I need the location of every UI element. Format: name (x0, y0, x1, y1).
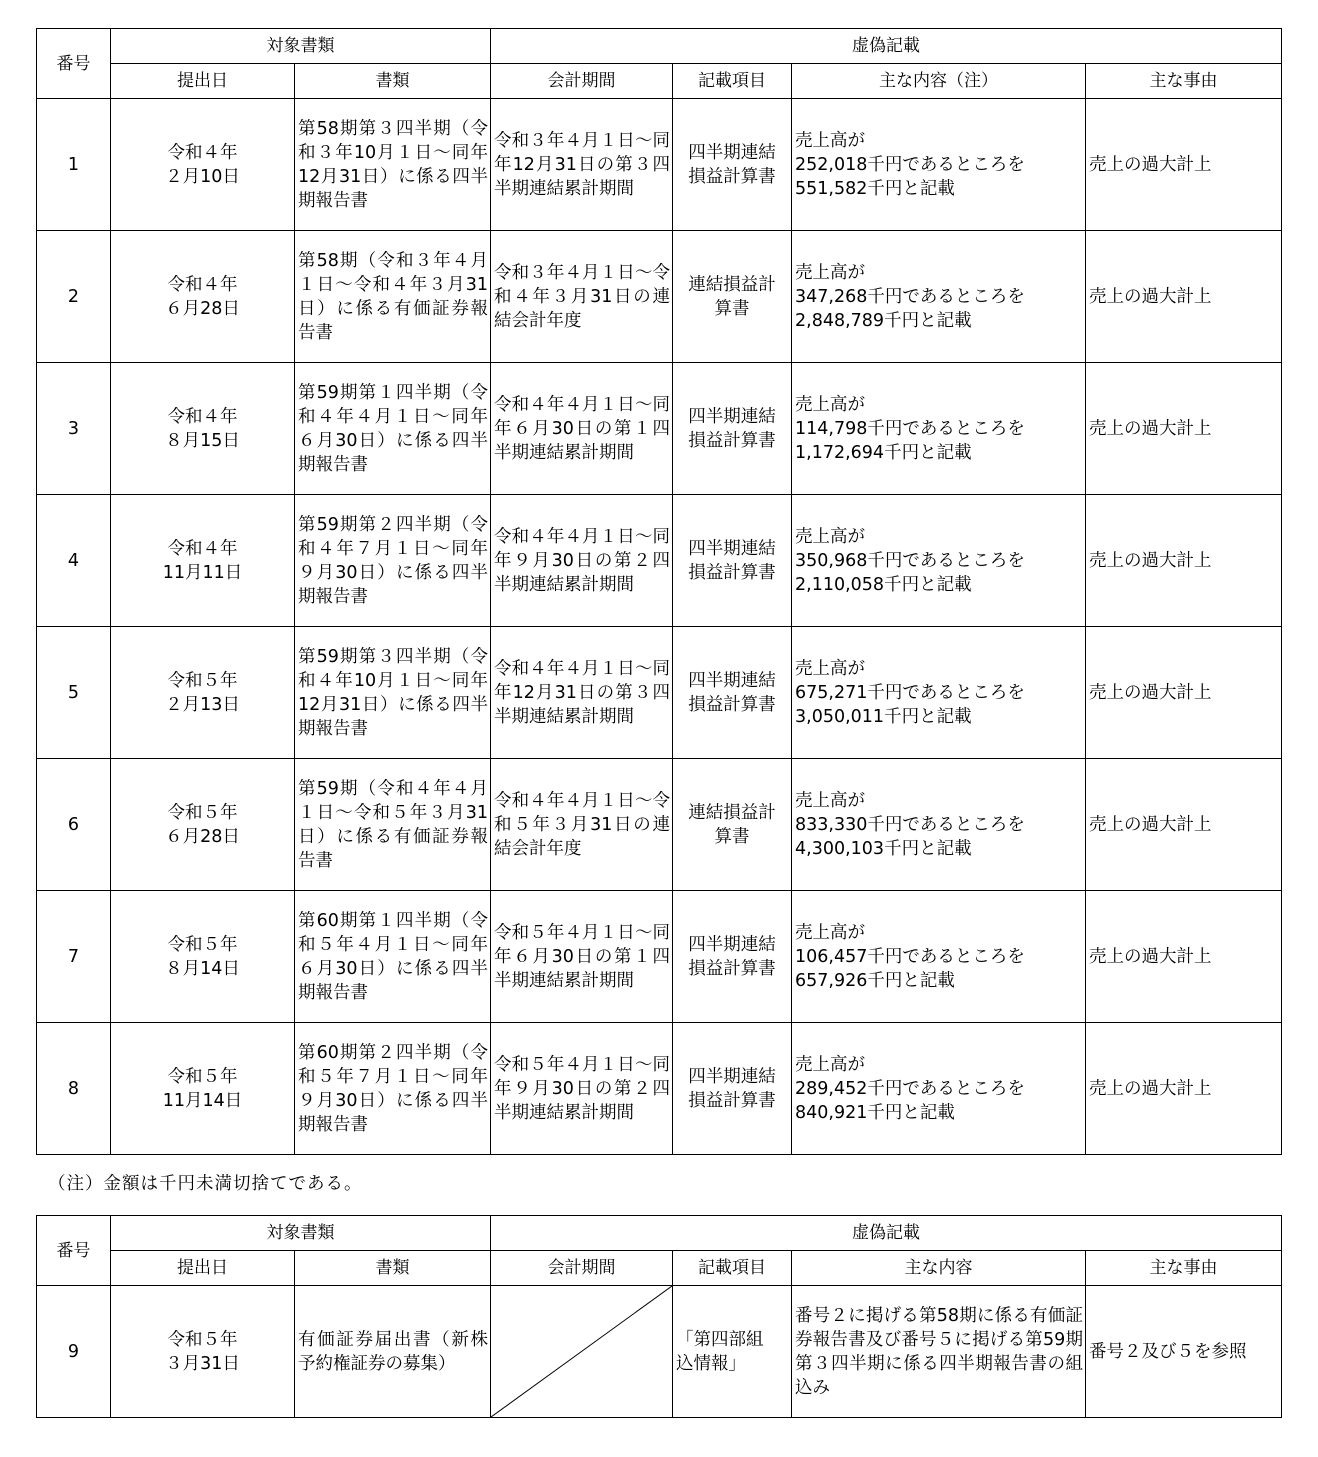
cell-item: 四半期連結 損益計算書 (673, 363, 792, 495)
header-false-statement: 虚偽記載 (491, 1216, 1282, 1251)
cell-reason: 売上の過大計上 (1086, 1023, 1282, 1155)
cell-content: 売上高が 252,018千円であるところを 551,582千円と記載 (792, 99, 1086, 231)
cell-reason: 売上の過大計上 (1086, 495, 1282, 627)
header-accounting-period: 会計期間 (491, 64, 673, 99)
header-filing-date: 提出日 (111, 1251, 295, 1286)
header-filing-date: 提出日 (111, 64, 295, 99)
cell-item: 「第四部組 込情報」 (673, 1286, 792, 1418)
cell-number: 4 (37, 495, 111, 627)
registration-statement-table (36, 1215, 1282, 1418)
cell-reason: 番号２及び５を参照 (1086, 1286, 1282, 1418)
header-false-statement: 虚偽記載 (491, 29, 1282, 64)
header-document: 書類 (295, 1251, 491, 1286)
table-row (37, 99, 1282, 231)
cell-item: 四半期連結 損益計算書 (673, 891, 792, 1023)
diagonal-slash (491, 1286, 672, 1417)
cell-item: 四半期連結 損益計算書 (673, 1023, 792, 1155)
cell-document: 有価証券届出書（新株予約権証券の募集） (295, 1286, 491, 1418)
cell-item: 連結損益計 算書 (673, 231, 792, 363)
cell-filing-date: 令和４年 ６月28日 (111, 231, 295, 363)
cell-period: 令和５年４月１日～同年６月30日の第１四半期連結累計期間 (491, 891, 673, 1023)
cell-filing-date: 令和５年 ８月14日 (111, 891, 295, 1023)
cell-reason: 売上の過大計上 (1086, 363, 1282, 495)
header-target-documents: 対象書類 (111, 29, 491, 64)
cell-period: 令和３年４月１日～同年12月31日の第３四半期連結累計期間 (491, 99, 673, 231)
cell-document: 第59期第１四半期（令和４年４月１日～同年６月30日）に係る四半期報告書 (295, 363, 491, 495)
header-number: 番号 (37, 29, 111, 99)
cell-number: 3 (37, 363, 111, 495)
table-row (37, 363, 1282, 495)
cell-content: 番号２に掲げる第58期に係る有価証券報告書及び番号５に掲げる第59期第３四半期に係る四半期報告書の組込み (792, 1286, 1086, 1418)
header-content: 主な内容（注） (792, 64, 1086, 99)
cell-filing-date: 令和５年 ２月13日 (111, 627, 295, 759)
cell-document: 第58期（令和３年４月１日～令和４年３月31日）に係る有価証券報告書 (295, 231, 491, 363)
table-row (37, 1286, 1282, 1418)
cell-item: 四半期連結 損益計算書 (673, 495, 792, 627)
cell-document: 第59期第２四半期（令和４年７月１日～同年９月30日）に係る四半期報告書 (295, 495, 491, 627)
table-row (37, 495, 1282, 627)
cell-filing-date: 令和４年 ８月15日 (111, 363, 295, 495)
cell-filing-date: 令和５年 11月14日 (111, 1023, 295, 1155)
cell-content: 売上高が 347,268千円であるところを 2,848,789千円と記載 (792, 231, 1086, 363)
cell-content: 売上高が 106,457千円であるところを 657,926千円と記載 (792, 891, 1086, 1023)
header-document: 書類 (295, 64, 491, 99)
cell-reason: 売上の過大計上 (1086, 99, 1282, 231)
cell-number: 6 (37, 759, 111, 891)
cell-reason: 売上の過大計上 (1086, 891, 1282, 1023)
false-statement-table (36, 28, 1282, 1155)
cell-filing-date: 令和４年 ２月10日 (111, 99, 295, 231)
header-content: 主な内容 (792, 1251, 1086, 1286)
cell-content: 売上高が 833,330千円であるところを 4,300,103千円と記載 (792, 759, 1086, 891)
cell-content: 売上高が 114,798千円であるところを 1,172,694千円と記載 (792, 363, 1086, 495)
cell-content: 売上高が 289,452千円であるところを 840,921千円と記載 (792, 1023, 1086, 1155)
cell-document: 第59期第３四半期（令和４年10月１日～同年12月31日）に係る四半期報告書 (295, 627, 491, 759)
cell-filing-date: 令和５年 ６月28日 (111, 759, 295, 891)
cell-period: 令和５年４月１日～同年９月30日の第２四半期連結累計期間 (491, 1023, 673, 1155)
cell-number: 8 (37, 1023, 111, 1155)
table-row (37, 759, 1282, 891)
cell-filing-date: 令和４年 11月11日 (111, 495, 295, 627)
cell-number: 2 (37, 231, 111, 363)
cell-period: 令和４年４月１日～同年９月30日の第２四半期連結累計期間 (491, 495, 673, 627)
cell-number: 9 (37, 1286, 111, 1418)
cell-document: 第58期第３四半期（令和３年10月１日～同年12月31日）に係る四半期報告書 (295, 99, 491, 231)
table-row (37, 627, 1282, 759)
cell-document: 第60期第２四半期（令和５年７月１日～同年９月30日）に係る四半期報告書 (295, 1023, 491, 1155)
cell-item: 四半期連結 損益計算書 (673, 99, 792, 231)
header-item: 記載項目 (673, 1251, 792, 1286)
header-target-documents: 対象書類 (111, 1216, 491, 1251)
header-number: 番号 (37, 1216, 111, 1286)
header-item: 記載項目 (673, 64, 792, 99)
cell-reason: 売上の過大計上 (1086, 231, 1282, 363)
cell-period: 令和３年４月１日～令和４年３月31日の連結会計年度 (491, 231, 673, 363)
table-row (37, 1023, 1282, 1155)
header-reason: 主な事由 (1086, 1251, 1282, 1286)
cell-period: 令和４年４月１日～令和５年３月31日の連結会計年度 (491, 759, 673, 891)
cell-number: 5 (37, 627, 111, 759)
table-row (37, 231, 1282, 363)
cell-period-not-applicable (491, 1286, 673, 1418)
cell-period: 令和４年４月１日～同年６月30日の第１四半期連結累計期間 (491, 363, 673, 495)
cell-document: 第60期第１四半期（令和５年４月１日～同年６月30日）に係る四半期報告書 (295, 891, 491, 1023)
cell-item: 連結損益計 算書 (673, 759, 792, 891)
cell-reason: 売上の過大計上 (1086, 627, 1282, 759)
cell-document: 第59期（令和４年４月１日～令和５年３月31日）に係る有価証券報告書 (295, 759, 491, 891)
header-reason: 主な事由 (1086, 64, 1282, 99)
cell-period: 令和４年４月１日～同年12月31日の第３四半期連結累計期間 (491, 627, 673, 759)
table-row (37, 891, 1282, 1023)
header-accounting-period: 会計期間 (491, 1251, 673, 1286)
cell-content: 売上高が 350,968千円であるところを 2,110,058千円と記載 (792, 495, 1086, 627)
cell-item: 四半期連結 損益計算書 (673, 627, 792, 759)
cell-content: 売上高が 675,271千円であるところを 3,050,011千円と記載 (792, 627, 1086, 759)
footnote: （注）金額は千円未満切捨てである。 (48, 1174, 363, 1194)
cell-number: 7 (37, 891, 111, 1023)
cell-filing-date: 令和５年 ３月31日 (111, 1286, 295, 1418)
cell-reason: 売上の過大計上 (1086, 759, 1282, 891)
cell-number: 1 (37, 99, 111, 231)
